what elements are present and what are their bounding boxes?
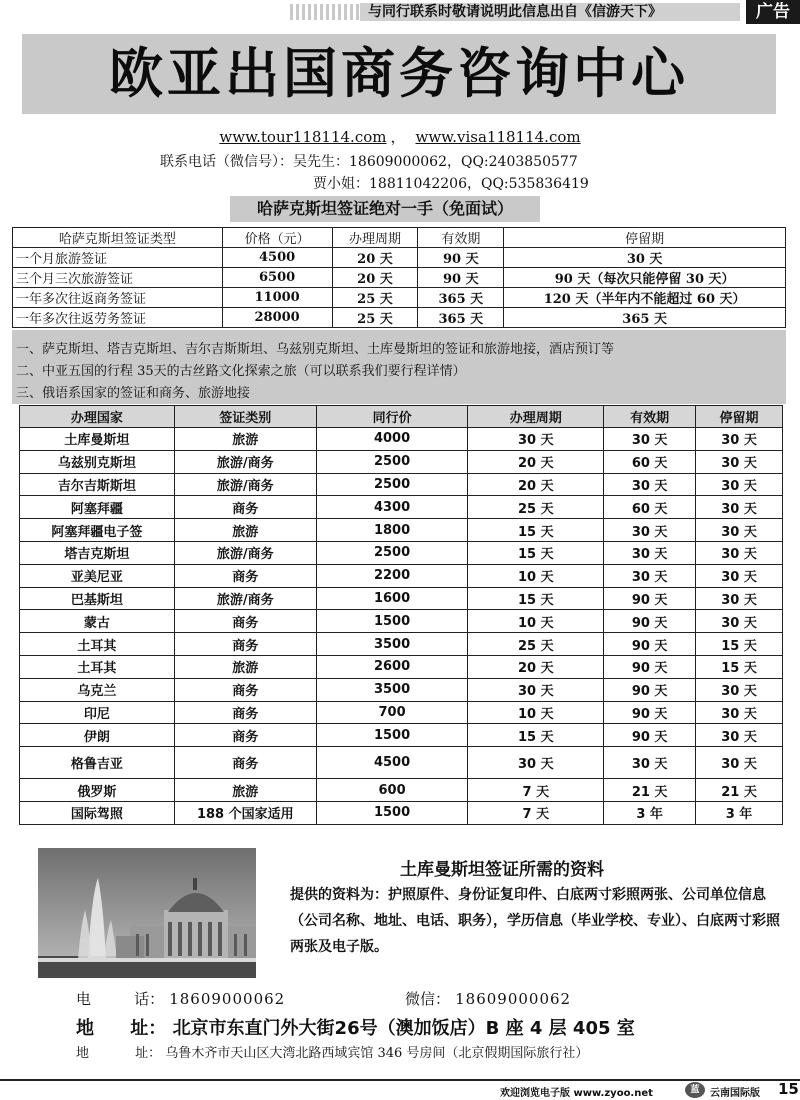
phone-label-2: 话：: [134, 990, 165, 1008]
stay-cell: 15 天: [696, 655, 783, 678]
stay-cell: 15 天: [696, 633, 783, 656]
country-cell: 格鲁吉亚: [20, 747, 175, 779]
table-row: [20, 724, 783, 747]
table-row: [20, 701, 783, 724]
country-cell: 土耳其: [20, 655, 175, 678]
edition-label: 云南国际版: [710, 1088, 760, 1099]
contact-line-1: 联系电话（微信号）：吴先生：18609000062，QQ:2403850577: [160, 154, 578, 170]
price-cell: 3500: [316, 633, 468, 656]
price-cell: 4500: [222, 248, 332, 268]
service-line-1: 一、萨克斯坦、塔吉克斯坦、吉尔吉斯斯坦、乌兹别克斯坦、土库曼斯坦的签证和旅游地接，酒店预订等: [16, 342, 615, 357]
validity-cell: 365 天: [418, 288, 504, 308]
table-row: [20, 779, 783, 802]
period-cell: 10 天: [468, 610, 604, 633]
country-cell: 阿塞拜疆: [20, 496, 175, 519]
stay-cell: 30 天: [696, 678, 783, 701]
period-cell: 20 天: [332, 268, 418, 288]
price-cell: 11000: [222, 288, 332, 308]
visa-type-cell: 旅游: [174, 655, 316, 678]
period-cell: 30 天: [468, 678, 604, 701]
validity-cell: 30 天: [604, 564, 696, 587]
palace-illustration: [38, 848, 256, 978]
period-cell: 20 天: [332, 248, 418, 268]
validity-cell: 90 天: [604, 724, 696, 747]
visa-type-cell: 旅游/商务: [174, 450, 316, 473]
requirements-title: 土库曼斯坦签证所需的资料: [400, 860, 604, 880]
validity-cell: 3 年: [604, 801, 696, 824]
price-cell: 2500: [316, 541, 468, 564]
checker-decoration: [290, 4, 360, 20]
price-cell: 6500: [222, 268, 332, 288]
stay-cell: 90 天（每次只能停留 30 天）: [504, 268, 786, 288]
stay-cell: 365 天: [504, 308, 786, 328]
visa-type-cell: 一年多次往返劳务签证: [13, 308, 223, 328]
beijing-address: 北京市东直门外大街26号（澳加饭店）B 座 4 层 405 室: [172, 1018, 635, 1039]
kazakhstan-visa-table: [12, 227, 786, 328]
contact-line-2: 贾小姐：18811042206，QQ:535836419: [313, 176, 589, 192]
table-row: [20, 564, 783, 587]
country-cell: 塔吉克斯坦: [20, 541, 175, 564]
stay-cell: 30 天: [696, 587, 783, 610]
period-cell: 7 天: [468, 801, 604, 824]
header-cell: 哈萨克斯坦签证类型: [13, 228, 223, 248]
period-cell: 15 天: [468, 587, 604, 610]
table-row: [20, 610, 783, 633]
table-header-row: [13, 228, 786, 248]
stay-cell: 120 天（半年内不能超过 60 天）: [504, 288, 786, 308]
urumqi-address: 乌鲁木齐市天山区大湾北路西域宾馆 346 号房间（北京假期国际旅行社）: [165, 1046, 589, 1061]
header-cell: 办理周期: [332, 228, 418, 248]
footer-website[interactable]: 欢迎浏览电子版 www.zyoo.net: [500, 1088, 653, 1099]
country-cell: 亚美尼亚: [20, 564, 175, 587]
page-footer: [0, 1079, 800, 1100]
country-cell: 吉尔吉斯斯坦: [20, 473, 175, 496]
source-notice: 与同行联系时敬请说明此信息出自《信游天下》: [360, 3, 740, 21]
price-cell: 1500: [316, 801, 468, 824]
stay-cell: 3 年: [696, 801, 783, 824]
price-cell: 1800: [316, 519, 468, 542]
visa-type-cell: 旅游: [174, 428, 316, 451]
validity-cell: 60 天: [604, 450, 696, 473]
validity-cell: 90 天: [604, 633, 696, 656]
visa-type-cell: 商务: [174, 564, 316, 587]
header-visa-type: 签证类别: [174, 406, 316, 428]
table-row: [20, 428, 783, 451]
country-cell: 蒙古: [20, 610, 175, 633]
visa-type-cell: 旅游/商务: [174, 473, 316, 496]
table-row: [20, 541, 783, 564]
validity-cell: 90 天: [418, 268, 504, 288]
phone-label-1: 电: [76, 990, 92, 1008]
header-cell: 价格（元）: [222, 228, 332, 248]
price-cell: 2200: [316, 564, 468, 587]
website-url-1[interactable]: www.tour118114.com: [219, 128, 387, 146]
price-cell: 2500: [316, 450, 468, 473]
visa-type-cell: 商务: [174, 610, 316, 633]
phone-number: 18609000062: [169, 990, 286, 1008]
table-row: [20, 747, 783, 779]
publication-logo-icon: 蓝: [685, 1082, 705, 1098]
period-cell: 10 天: [468, 701, 604, 724]
wechat-row: [405, 988, 571, 1009]
visa-type-cell: 商务: [174, 724, 316, 747]
visa-type-cell: 188 个国家适用: [174, 801, 316, 824]
period-cell: 15 天: [468, 724, 604, 747]
price-cell: 28000: [222, 308, 332, 328]
period-cell: 25 天: [332, 288, 418, 308]
table-row: [13, 268, 786, 288]
building-photo: [38, 848, 256, 978]
header-period: 办理周期: [468, 406, 604, 428]
validity-cell: 90 天: [604, 587, 696, 610]
stay-cell: 30 天: [696, 747, 783, 779]
country-cell: 乌克兰: [20, 678, 175, 701]
address2-label-2: 址：: [135, 1046, 162, 1061]
wechat-number: 18609000062: [455, 990, 572, 1008]
footer-divider: [0, 1079, 800, 1081]
table-row: [13, 248, 786, 268]
table-row: [20, 678, 783, 701]
header-cell: 停留期: [504, 228, 786, 248]
visa-type-cell: 旅游/商务: [174, 541, 316, 564]
title-banner: [22, 34, 776, 114]
header-country: 办理国家: [20, 406, 175, 428]
table-row: [20, 655, 783, 678]
visa-type-cell: 商务: [174, 633, 316, 656]
validity-cell: 30 天: [604, 428, 696, 451]
price-cell: 4500: [316, 747, 468, 779]
table-row: [13, 308, 786, 328]
url-separator: ，: [390, 128, 406, 146]
stay-cell: 21 天: [696, 779, 783, 802]
price-cell: 4000: [316, 428, 468, 451]
validity-cell: 30 天: [604, 473, 696, 496]
price-cell: 3500: [316, 678, 468, 701]
price-cell: 700: [316, 701, 468, 724]
website-url-2[interactable]: www.visa118114.com: [415, 128, 581, 146]
table-row: [20, 801, 783, 824]
table-row: [13, 288, 786, 308]
price-cell: 2500: [316, 473, 468, 496]
validity-cell: 30 天: [604, 747, 696, 779]
stay-cell: 30 天: [696, 724, 783, 747]
services-box: [12, 330, 786, 404]
table-row: [20, 473, 783, 496]
stay-cell: 30 天: [696, 450, 783, 473]
stay-cell: 30 天: [696, 564, 783, 587]
table-row: [20, 519, 783, 542]
visa-type-cell: 一年多次往返商务签证: [13, 288, 223, 308]
visa-type-cell: 商务: [174, 496, 316, 519]
period-cell: 20 天: [468, 450, 604, 473]
price-cell: 1600: [316, 587, 468, 610]
visa-type-cell: 商务: [174, 747, 316, 779]
period-cell: 25 天: [332, 308, 418, 328]
price-cell: 1500: [316, 610, 468, 633]
country-cell: 国际驾照: [20, 801, 175, 824]
service-line-2: 二、中亚五国的行程 35天的古丝路文化探索之旅（可以联系我们要行程详情）: [16, 364, 466, 379]
stay-cell: 30 天: [696, 473, 783, 496]
address-label-1: 地: [76, 1018, 94, 1039]
visa-type-cell: 旅游: [174, 519, 316, 542]
visa-type-cell: 商务: [174, 701, 316, 724]
kazakhstan-section-title: 哈萨克斯坦签证绝对一手（免面试）: [230, 196, 540, 222]
validity-cell: 30 天: [604, 519, 696, 542]
visa-type-cell: 旅游: [174, 779, 316, 802]
visa-table-body: [20, 428, 783, 825]
period-cell: 25 天: [468, 496, 604, 519]
country-cell: 俄罗斯: [20, 779, 175, 802]
country-cell: 土库曼斯坦: [20, 428, 175, 451]
table-row: [20, 587, 783, 610]
stay-cell: 30 天: [696, 519, 783, 542]
country-cell: 土耳其: [20, 633, 175, 656]
country-cell: 乌兹别克斯坦: [20, 450, 175, 473]
country-cell: 伊朗: [20, 724, 175, 747]
validity-cell: 365 天: [418, 308, 504, 328]
visa-type-cell: 一个月旅游签证: [13, 248, 223, 268]
visa-type-cell: 三个月三次旅游签证: [13, 268, 223, 288]
country-cell: 印尼: [20, 701, 175, 724]
validity-cell: 90 天: [604, 678, 696, 701]
price-cell: 600: [316, 779, 468, 802]
period-cell: 7 天: [468, 779, 604, 802]
price-cell: 4300: [316, 496, 468, 519]
period-cell: 10 天: [468, 564, 604, 587]
visa-type-cell: 旅游/商务: [174, 587, 316, 610]
validity-cell: 90 天: [604, 701, 696, 724]
ad-badge: 广告: [746, 0, 800, 24]
table-row: [20, 450, 783, 473]
page-title: 欧亚出国商务咨询中心: [109, 42, 689, 105]
price-cell: 2600: [316, 655, 468, 678]
stay-cell: 30 天: [696, 541, 783, 564]
period-cell: 25 天: [468, 633, 604, 656]
country-cell: 阿塞拜疆电子签: [20, 519, 175, 542]
validity-cell: 90 天: [604, 610, 696, 633]
top-bar: [0, 0, 800, 24]
beijing-address-row: [76, 1014, 635, 1040]
table-header-row: [20, 406, 783, 428]
phone-row: [76, 988, 285, 1009]
visa-type-cell: 商务: [174, 678, 316, 701]
header-stay: 停留期: [696, 406, 783, 428]
requirements-body: 提供的资料为：护照原件、身份证复印件、白底两寸彩照两张、公司单位信息（公司名称、地址、电话、职务），学历信息（毕业学校、专业）、白底两寸彩照两张及电子版。: [290, 887, 780, 955]
address-label-2: 址：: [130, 1018, 167, 1039]
header-validity: 有效期: [604, 406, 696, 428]
page-number: 15: [778, 1080, 799, 1098]
price-cell: 1500: [316, 724, 468, 747]
period-cell: 30 天: [468, 747, 604, 779]
address2-label-1: 地: [76, 1046, 90, 1061]
validity-cell: 60 天: [604, 496, 696, 519]
period-cell: 15 天: [468, 541, 604, 564]
header-price: 同行价: [316, 406, 468, 428]
validity-cell: 30 天: [604, 541, 696, 564]
website-urls: [0, 126, 800, 147]
period-cell: 20 天: [468, 655, 604, 678]
country-cell: 巴基斯坦: [20, 587, 175, 610]
validity-cell: 21 天: [604, 779, 696, 802]
stay-cell: 30 天: [696, 496, 783, 519]
validity-cell: 90 天: [418, 248, 504, 268]
service-line-3: 三、俄语系国家的签证和商务、旅游地接: [16, 386, 251, 401]
stay-cell: 30 天: [696, 610, 783, 633]
wechat-label: 微信：: [405, 990, 451, 1008]
table-row: [20, 496, 783, 519]
period-cell: 30 天: [468, 428, 604, 451]
visa-price-table: [19, 405, 783, 825]
header-cell: 有效期: [418, 228, 504, 248]
stay-cell: 30 天: [696, 701, 783, 724]
urumqi-address-row: [76, 1042, 588, 1061]
table-row: [20, 633, 783, 656]
period-cell: 20 天: [468, 473, 604, 496]
period-cell: 15 天: [468, 519, 604, 542]
validity-cell: 90 天: [604, 655, 696, 678]
stay-cell: 30 天: [504, 248, 786, 268]
stay-cell: 30 天: [696, 428, 783, 451]
